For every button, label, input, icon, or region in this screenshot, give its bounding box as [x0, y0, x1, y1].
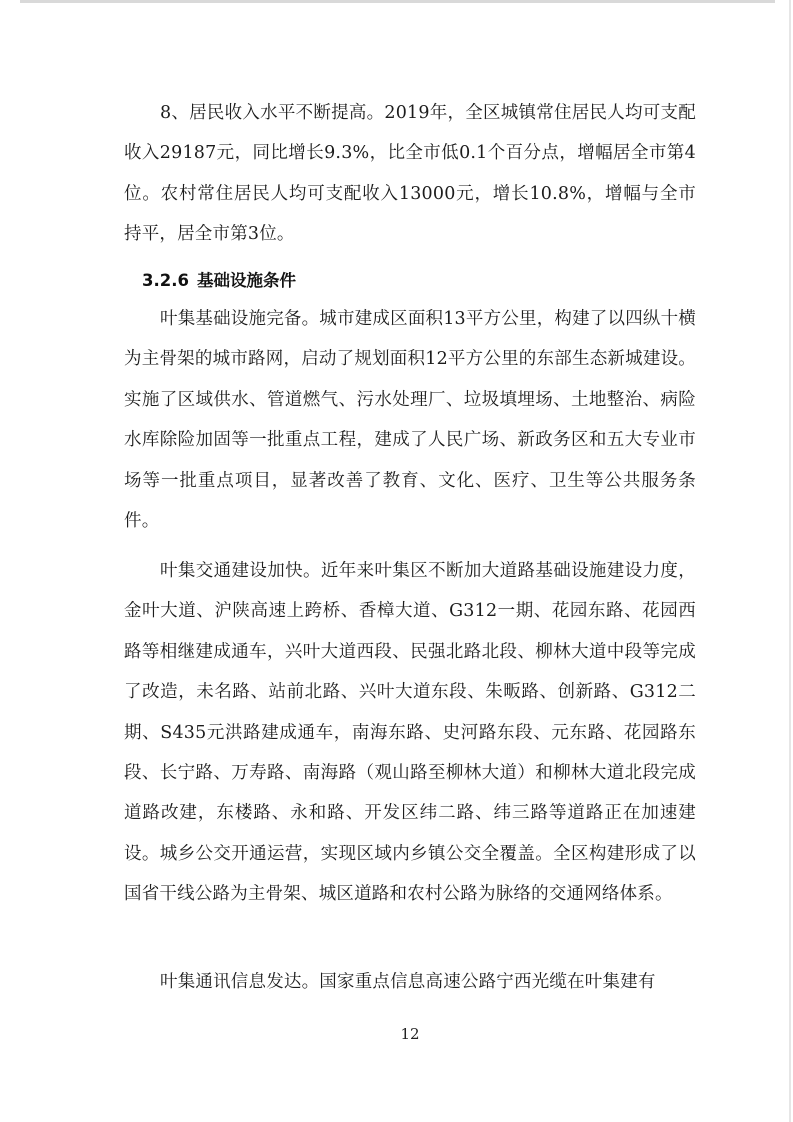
section-heading	[142, 266, 296, 296]
paragraph-infrastructure: 叶集基础设施完备。城市建成区面积13平方公里，构建了以四纵十横为主骨架的城市路网，启动了规划面积12平方公里的东部生态新城建设。实施了区域供水、管道燃气、污水处理厂、垃圾填埋场、土地整治、病险水库除险加固等一批重点工程，建成了人民广场、新政务区和五大专业市场等一批重点项目，显著改善了教育、文化、医疗、卫生等公共服务条件。	[124, 309, 696, 532]
page-number: 12	[400, 1025, 420, 1043]
section-title: 基础设施条件	[196, 271, 296, 290]
paragraph-transport: 叶集交通建设加快。近年来叶集区不断加大道路基础设施建设力度，金叶大道、沪陕高速上跨桥、香樟大道、G312一期、花园东路、花园西路等相继建成通车，兴叶大道西段、民强北路北段、柳林大道中段等完成了改造，未名路、站前北路、兴叶大道东段、朱畈路、创新路、G312二期、S435元洪路建成通车，南海东路、史河路东段、元东路、花园路东段、长宁路、万寿路、南海路（观山路至柳林大道）和柳林大道北段完成道路改建，东楼路、永和路、开发区纬二路、纬三路等道路正在加速建设。城乡公交开通运营，实现区域内乡镇公交全覆盖。全区构建形成了以国省干线公路为主骨架、城区道路和农村公路为脉络的交通网络体系。	[124, 561, 696, 905]
scan-edge-right	[789, 0, 791, 1122]
section-number: 3.2.6	[142, 271, 189, 290]
paragraph-resident-income: 8、居民收入水平不断提高。2019年，全区城镇常住居民人均可支配收入29187元，同比增长9.3%，比全市低0.1个百分点，增幅居全市第4位。农村常住居民人均可支配收入13000元，增长10.8%，增幅与全市持平，居全市第3位。	[124, 103, 696, 245]
paragraph-telecom: 叶集通讯信息发达。国家重点信息高速公路宁西光缆在叶集建有	[160, 972, 656, 992]
scan-edge-top	[20, 0, 775, 3]
